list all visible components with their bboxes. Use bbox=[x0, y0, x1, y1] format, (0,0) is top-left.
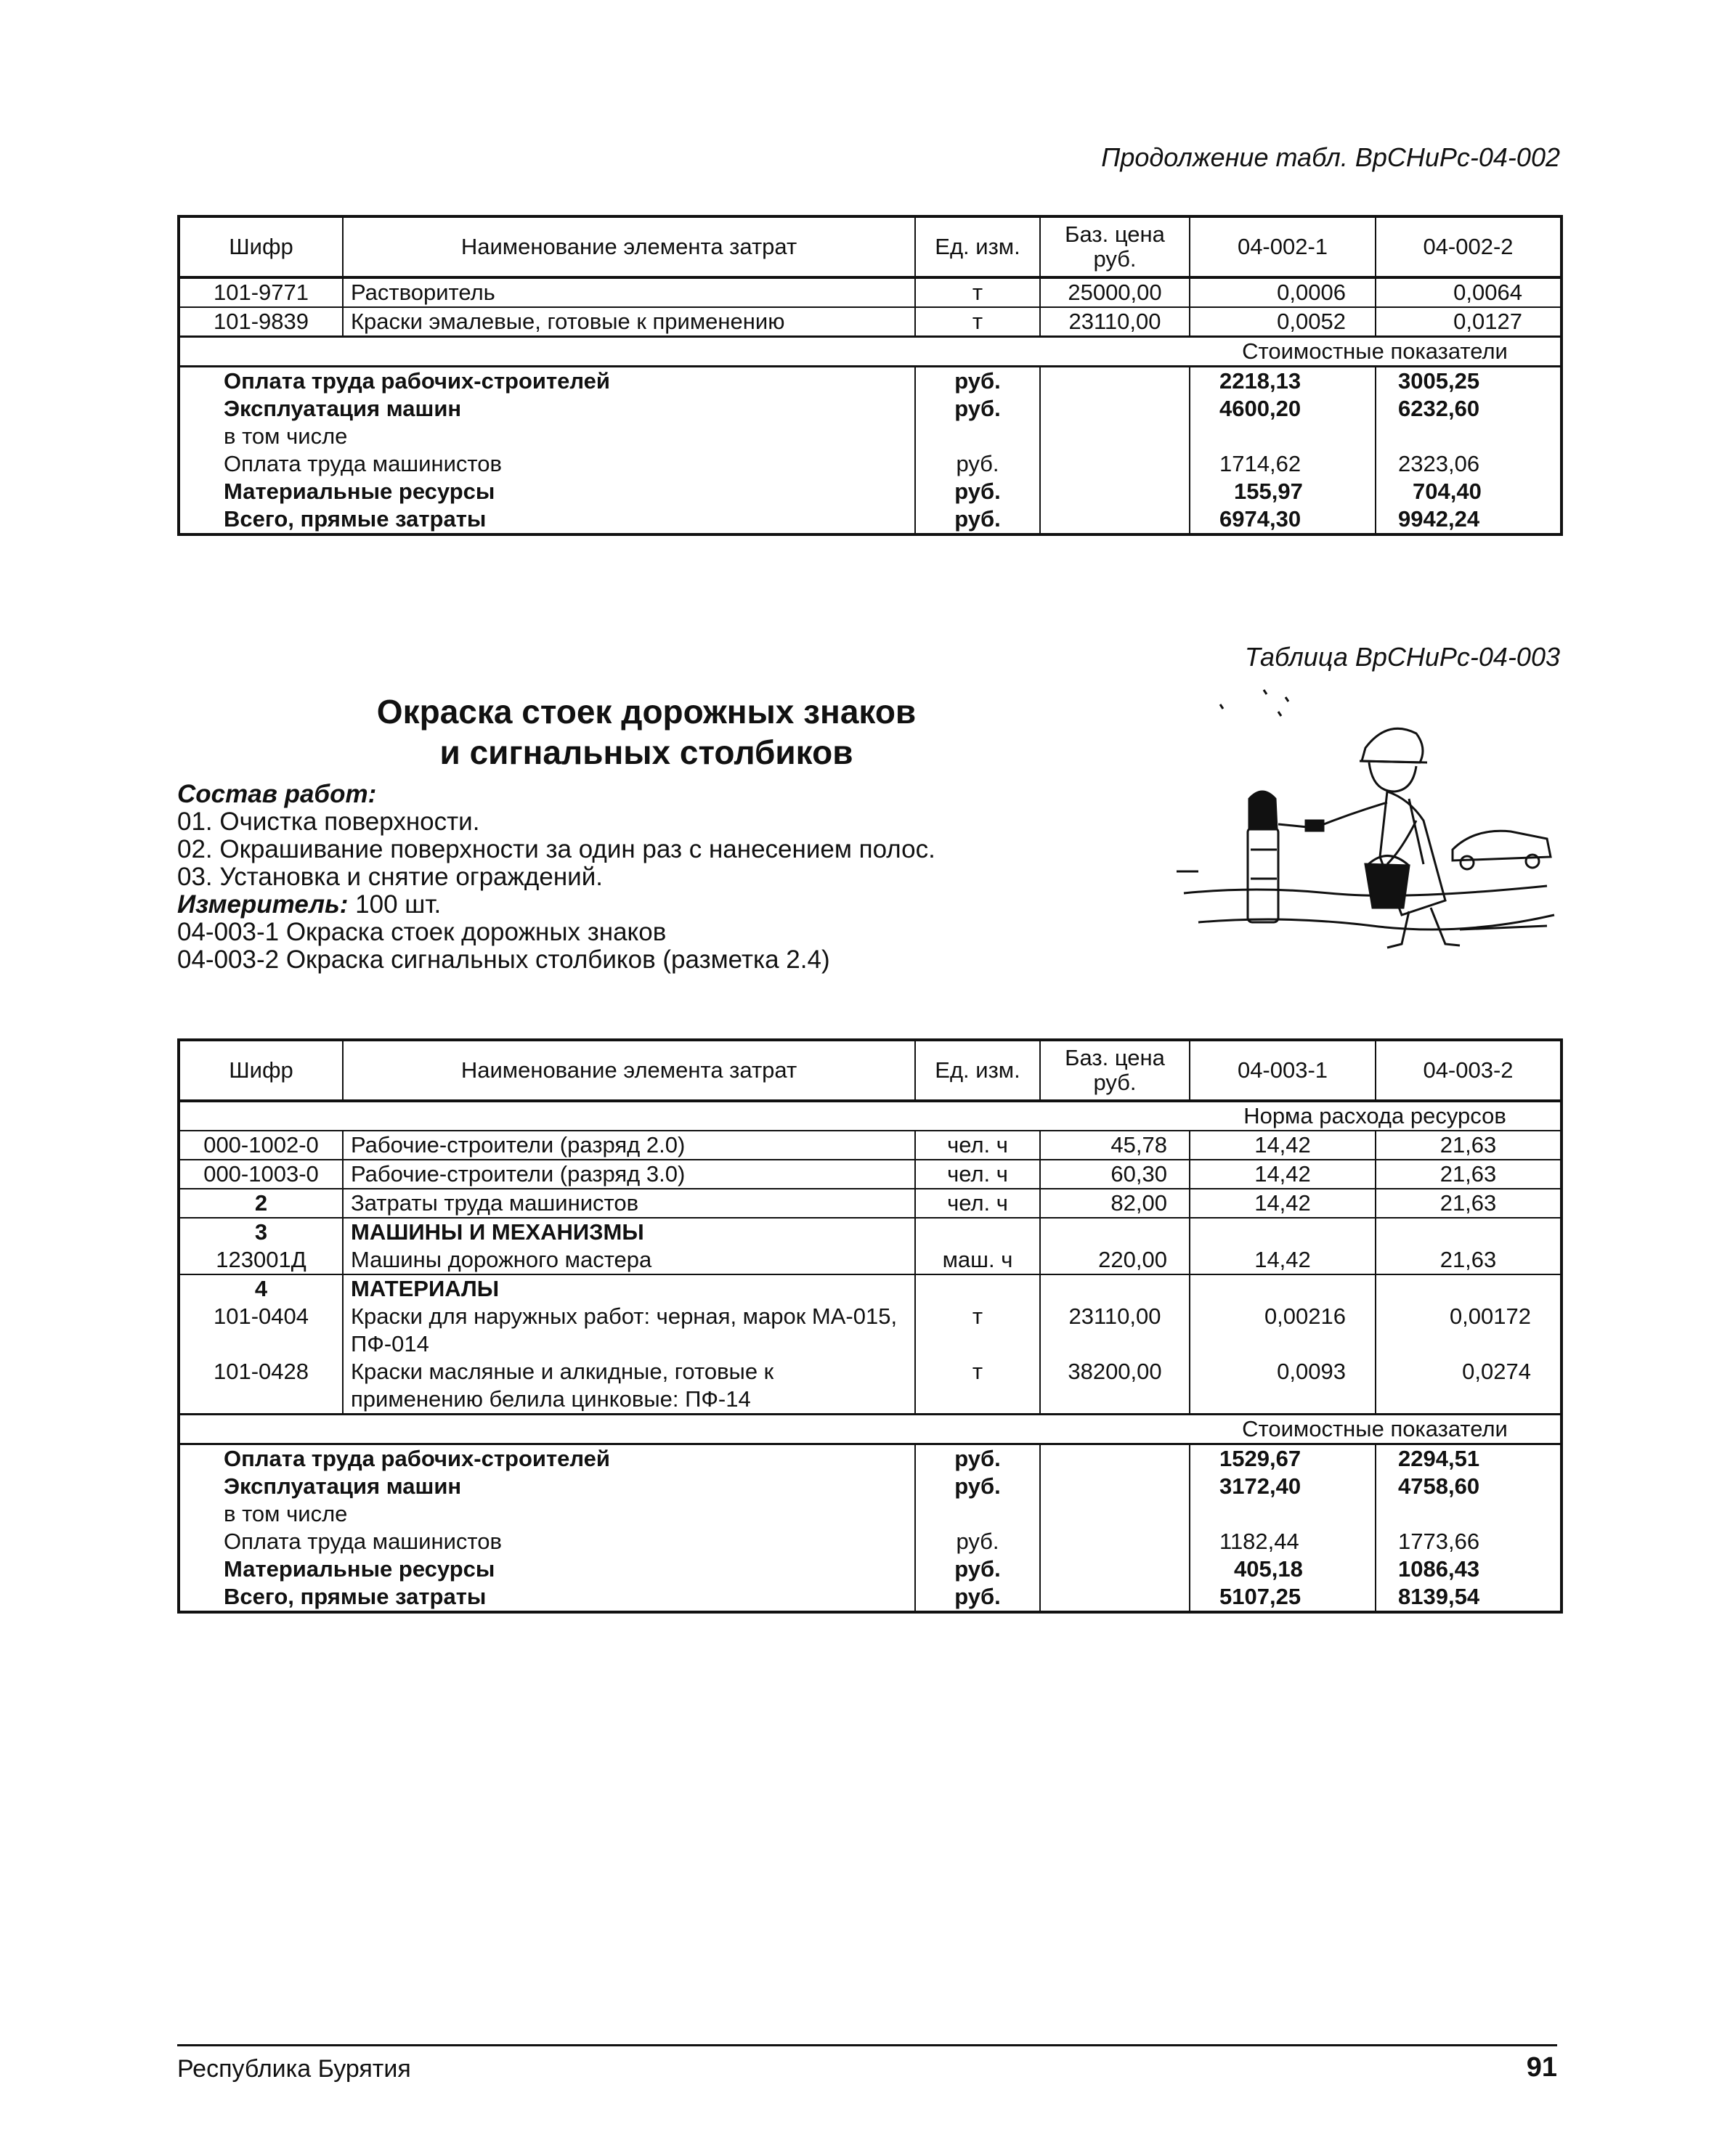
cell-name: Краски для наружных работ: черная, марок МА-015, ПФ-014 bbox=[343, 1303, 915, 1358]
cost-unit: руб. bbox=[915, 1555, 1040, 1583]
col-header-unit: Ед. изм. bbox=[915, 1040, 1040, 1101]
cost-v1: 2218,13 bbox=[1190, 367, 1376, 396]
work-label: Состав работ: bbox=[177, 780, 377, 808]
cost-unit: руб. bbox=[915, 478, 1040, 505]
cell-code: 101-0428 bbox=[179, 1358, 343, 1415]
col-header-unit: Ед. изм. bbox=[915, 216, 1040, 277]
band-row bbox=[179, 337, 1562, 367]
cell-name: Растворитель bbox=[343, 277, 915, 307]
cost-name: Эксплуатация машин bbox=[179, 1473, 915, 1500]
footer-divider bbox=[177, 2044, 1557, 2046]
cost-v1: 4600,20 bbox=[1190, 395, 1376, 423]
band-row bbox=[179, 1101, 1562, 1131]
band-label: Стоимостные показатели bbox=[1190, 1415, 1562, 1444]
cost-row bbox=[179, 423, 1562, 450]
table-row bbox=[179, 1303, 1562, 1358]
cost-name: Всего, прямые затраты bbox=[179, 505, 915, 534]
footer-region: Республика Бурятия bbox=[177, 2055, 411, 2083]
section-title bbox=[291, 691, 1002, 773]
cell-v1: 0,00216 bbox=[1190, 1303, 1376, 1358]
cell-name: Рабочие-строители (разряд 2.0) bbox=[343, 1131, 915, 1160]
cell-code: 101-9839 bbox=[179, 307, 343, 337]
cost-row bbox=[179, 395, 1562, 423]
cell-v1: 0,0006 bbox=[1190, 277, 1376, 307]
col-header-name: Наименование элемента затрат bbox=[343, 216, 915, 277]
cost-v2: 2294,51 bbox=[1376, 1444, 1562, 1473]
cell-name: Краски эмалевые, готовые к применению bbox=[343, 307, 915, 337]
cell-v1: 0,0052 bbox=[1190, 307, 1376, 337]
cell-price: 220,00 bbox=[1040, 1246, 1190, 1274]
cost-unit: руб. bbox=[915, 367, 1040, 396]
measure-label: Измеритель: bbox=[177, 890, 349, 919]
item-line: 04-003-2 Окраска сигнальных столбиков (разметка 2.4) bbox=[177, 945, 830, 974]
cost-row bbox=[179, 505, 1562, 534]
cost-v2: 1086,43 bbox=[1376, 1555, 1562, 1583]
cost-unit: руб. bbox=[915, 395, 1040, 423]
band-label: Норма расхода ресурсов bbox=[1190, 1101, 1562, 1131]
cost-unit: руб. bbox=[915, 450, 1040, 478]
cost-v2: 4758,60 bbox=[1376, 1473, 1562, 1500]
cell-code: 2 bbox=[179, 1189, 343, 1218]
table-row bbox=[179, 1358, 1562, 1415]
cell-v2: 21,63 bbox=[1376, 1246, 1562, 1274]
cost-v2: 704,40 bbox=[1376, 478, 1562, 505]
cell-unit: т bbox=[915, 1358, 1040, 1415]
col-header-v2: 04-002-2 bbox=[1376, 216, 1562, 277]
cell-unit: чел. ч bbox=[915, 1189, 1040, 1218]
col-header-code: Шифр bbox=[179, 1040, 343, 1101]
cell-v1: 0,0093 bbox=[1190, 1358, 1376, 1415]
cell-name: Краски масляные и алкидные, готовые к применению белила цинковые: ПФ-14 bbox=[343, 1358, 915, 1415]
cell-v2: 21,63 bbox=[1376, 1160, 1562, 1189]
cost-v1: 3172,40 bbox=[1190, 1473, 1376, 1500]
table-header-row bbox=[179, 216, 1562, 277]
cell-v2: 21,63 bbox=[1376, 1131, 1562, 1160]
cell-v1: 14,42 bbox=[1190, 1160, 1376, 1189]
cost-v2: 6232,60 bbox=[1376, 395, 1562, 423]
cell-unit: т bbox=[915, 307, 1040, 337]
cost-v2: 2323,06 bbox=[1376, 450, 1562, 478]
section-title-line2: и сигнальных столбиков bbox=[439, 733, 853, 771]
cost-unit: руб. bbox=[915, 1583, 1040, 1612]
cost-row bbox=[179, 478, 1562, 505]
cell-v2: 0,0274 bbox=[1376, 1358, 1562, 1415]
cell-v1: 14,42 bbox=[1190, 1189, 1376, 1218]
table-header-row bbox=[179, 1040, 1562, 1101]
measure-value: 100 шт. bbox=[348, 890, 442, 919]
cell-v2: 0,0064 bbox=[1376, 277, 1562, 307]
cell-v1: 14,42 bbox=[1190, 1131, 1376, 1160]
col-header-v1: 04-003-1 bbox=[1190, 1040, 1376, 1101]
section-title-line1: Окраска стоек дорожных знаков bbox=[376, 693, 917, 731]
col-header-code: Шифр bbox=[179, 216, 343, 277]
table-caption: Таблица ВрСНиРс-04-003 bbox=[1244, 642, 1560, 672]
cost-unit: руб. bbox=[915, 1473, 1040, 1500]
band-row bbox=[179, 1415, 1562, 1444]
work-item: 02. Окрашивание поверхности за один раз с нанесением полос. bbox=[177, 835, 935, 863]
cost-name: в том числе bbox=[179, 423, 915, 450]
cell-code: 000-1002-0 bbox=[179, 1131, 343, 1160]
cell-name: Затраты труда машинистов bbox=[343, 1189, 915, 1218]
cell-unit: чел. ч bbox=[915, 1160, 1040, 1189]
cost-row bbox=[179, 1473, 1562, 1500]
cost-row bbox=[179, 1555, 1562, 1583]
cost-name: Оплата труда машинистов bbox=[179, 1528, 915, 1555]
cost-v2: 3005,25 bbox=[1376, 367, 1562, 396]
cost-v1: 405,18 bbox=[1190, 1555, 1376, 1583]
cell-code: 123001Д bbox=[179, 1246, 343, 1274]
cost-row bbox=[179, 1528, 1562, 1555]
cost-name: в том числе bbox=[179, 1500, 915, 1528]
table-04-002 bbox=[177, 215, 1563, 536]
cell-price: 23110,00 bbox=[1040, 307, 1190, 337]
page-number: 91 bbox=[1526, 2052, 1557, 2083]
cell-unit: т bbox=[915, 277, 1040, 307]
cell-price: 60,30 bbox=[1040, 1160, 1190, 1189]
cost-v2: 1773,66 bbox=[1376, 1528, 1562, 1555]
cost-name: Оплата труда рабочих-строителей bbox=[179, 367, 915, 396]
cell-name: Рабочие-строители (разряд 3.0) bbox=[343, 1160, 915, 1189]
cost-name: Всего, прямые затраты bbox=[179, 1583, 915, 1612]
cost-v1: 1529,67 bbox=[1190, 1444, 1376, 1473]
table-row bbox=[179, 277, 1562, 307]
table-row bbox=[179, 307, 1562, 337]
cell-name: Машины дорожного мастера bbox=[343, 1246, 915, 1274]
cell-price: 23110,00 bbox=[1040, 1303, 1190, 1358]
work-item: 01. Очистка поверхности. bbox=[177, 808, 480, 836]
work-item: 03. Установка и снятие ограждений. bbox=[177, 863, 603, 891]
cell-code: 000-1003-0 bbox=[179, 1160, 343, 1189]
cell-code: 4 bbox=[179, 1274, 343, 1303]
cell-v2: 21,63 bbox=[1376, 1189, 1562, 1218]
cell-price: 38200,00 bbox=[1040, 1358, 1190, 1415]
table-row bbox=[179, 1274, 1562, 1303]
cell-name: МАТЕРИАЛЫ bbox=[343, 1274, 915, 1303]
cell-unit: маш. ч bbox=[915, 1246, 1040, 1274]
col-header-name: Наименование элемента затрат bbox=[343, 1040, 915, 1101]
col-header-v2: 04-003-2 bbox=[1376, 1040, 1562, 1101]
cost-v1: 155,97 bbox=[1190, 478, 1376, 505]
cost-v2: 8139,54 bbox=[1376, 1583, 1562, 1612]
cost-name: Эксплуатация машин bbox=[179, 395, 915, 423]
cost-v1: 5107,25 bbox=[1190, 1583, 1376, 1612]
cost-row bbox=[179, 450, 1562, 478]
cost-name: Материальные ресурсы bbox=[179, 478, 915, 505]
cost-v1: 1182,44 bbox=[1190, 1528, 1376, 1555]
cell-code: 3 bbox=[179, 1218, 343, 1246]
item-line: 04-003-1 Окраска стоек дорожных знаков bbox=[177, 918, 667, 946]
cell-price: 82,00 bbox=[1040, 1189, 1190, 1218]
cost-v1: 1714,62 bbox=[1190, 450, 1376, 478]
cost-unit: руб. bbox=[915, 505, 1040, 534]
measure-line bbox=[177, 891, 441, 919]
cost-name: Оплата труда машинистов bbox=[179, 450, 915, 478]
cost-row bbox=[179, 367, 1562, 396]
cost-row bbox=[179, 1444, 1562, 1473]
cell-code: 101-0404 bbox=[179, 1303, 343, 1358]
col-header-price: Баз. цена руб. bbox=[1040, 216, 1190, 277]
cell-unit: чел. ч bbox=[915, 1131, 1040, 1160]
cost-v2: 9942,24 bbox=[1376, 505, 1562, 534]
worker-painting-post-illustration bbox=[1169, 675, 1562, 966]
cell-name: МАШИНЫ И МЕХАНИЗМЫ bbox=[343, 1218, 915, 1246]
cost-row bbox=[179, 1583, 1562, 1612]
cost-name: Материальные ресурсы bbox=[179, 1555, 915, 1583]
band-label: Стоимостные показатели bbox=[1190, 337, 1562, 367]
table-row bbox=[179, 1160, 1562, 1189]
cell-v1: 14,42 bbox=[1190, 1246, 1376, 1274]
cost-row bbox=[179, 1500, 1562, 1528]
table-continuation-caption: Продолжение табл. ВрСНиРс-04-002 bbox=[1101, 142, 1560, 172]
cost-unit: руб. bbox=[915, 1444, 1040, 1473]
table-row bbox=[179, 1189, 1562, 1218]
cell-price: 25000,00 bbox=[1040, 277, 1190, 307]
cell-v2: 0,0127 bbox=[1376, 307, 1562, 337]
cell-v2: 0,00172 bbox=[1376, 1303, 1562, 1358]
table-04-003 bbox=[177, 1038, 1563, 1614]
cost-unit: руб. bbox=[915, 1528, 1040, 1555]
table-row bbox=[179, 1246, 1562, 1274]
col-header-price: Баз. цена руб. bbox=[1040, 1040, 1190, 1101]
cell-unit: т bbox=[915, 1303, 1040, 1358]
cost-name: Оплата труда рабочих-строителей bbox=[179, 1444, 915, 1473]
cost-v1: 6974,30 bbox=[1190, 505, 1376, 534]
col-header-v1: 04-002-1 bbox=[1190, 216, 1376, 277]
cell-price: 45,78 bbox=[1040, 1131, 1190, 1160]
table-row bbox=[179, 1131, 1562, 1160]
table-row bbox=[179, 1218, 1562, 1246]
cell-code: 101-9771 bbox=[179, 277, 343, 307]
